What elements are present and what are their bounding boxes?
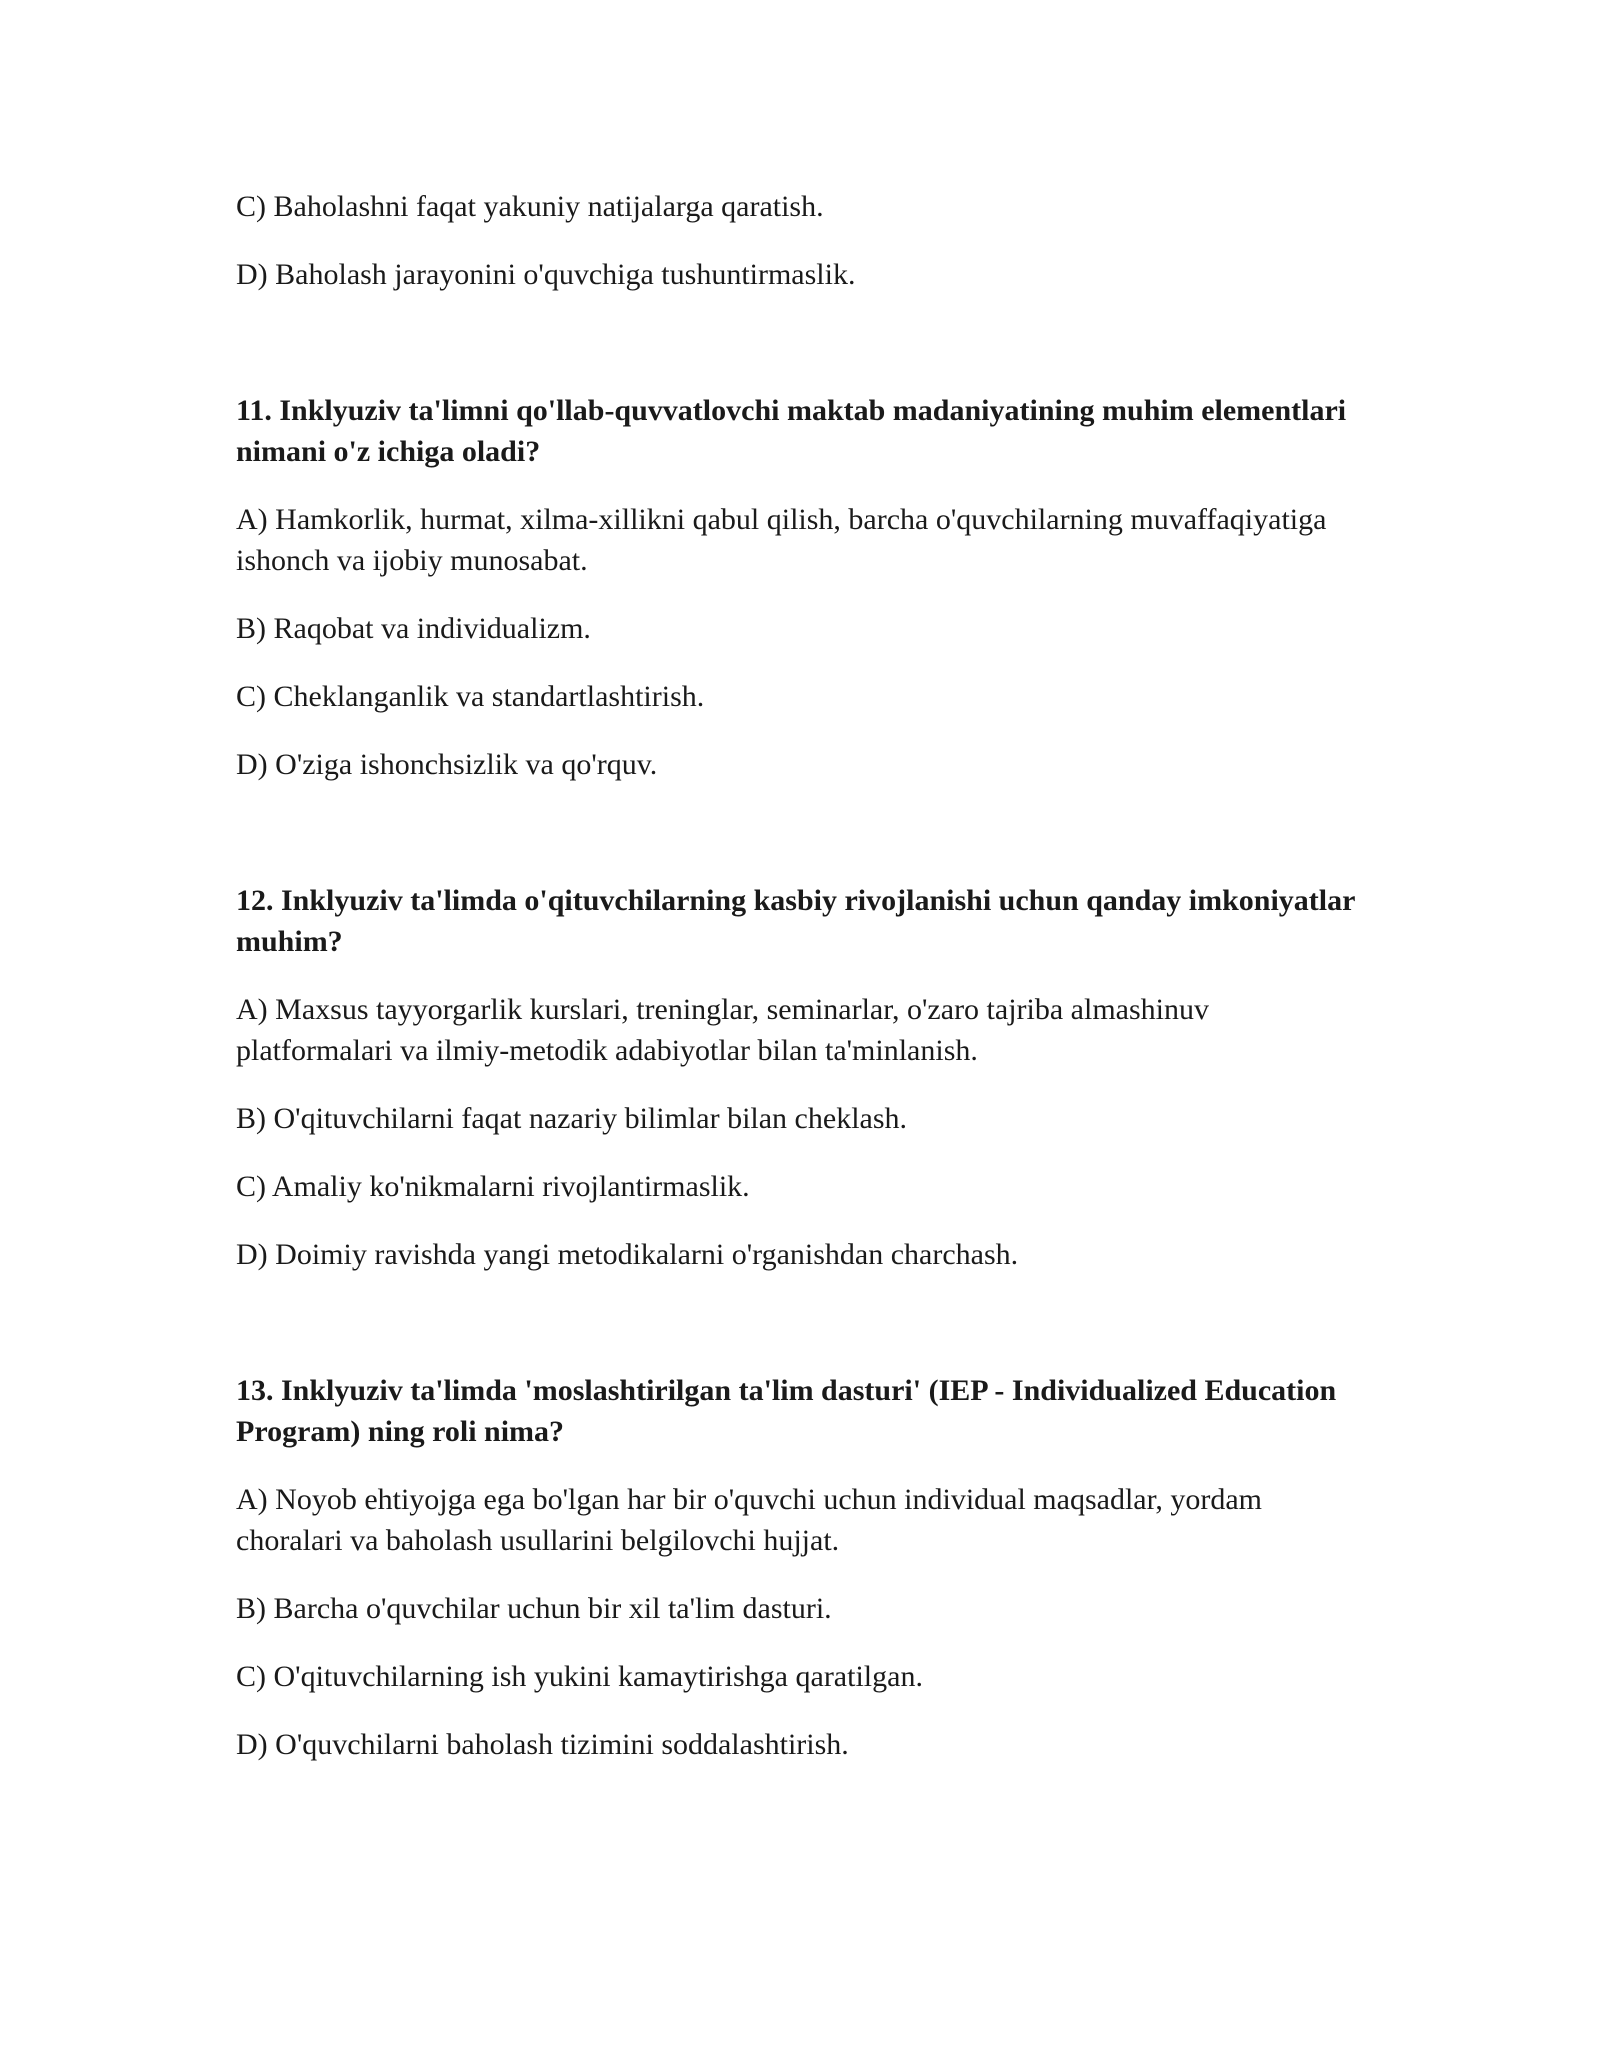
answer-option: A) Maxsus tayyorgarlik kurslari, treninglar, seminarlar, o'zaro tajriba almashinuv platformalari va ilmiy-metodik adabiyotlar bilan ta'minlanish. [236,993,1209,1067]
answer-option: D) O'ziga ishonchsizlik va qo'rquv. [236,748,658,781]
question-title: 13. Inklyuziv ta'limda 'moslashtirilgan ta'lim dasturi' (IEP - Individualized Education Program) ning roli nima? [236,1374,1337,1448]
answer-option: C) Baholashni faqat yakuniy natijalarga qaratish. [236,190,824,223]
answer-option: B) Barcha o'quvchilar uchun bir xil ta'lim dasturi. [236,1592,832,1625]
answer-option: D) O'quvchilarni baholash tizimini soddalashtirish. [236,1728,849,1761]
answer-option: B) O'qituvchilarni faqat nazariy bilimlar bilan cheklash. [236,1102,908,1135]
answer-option: D) Doimiy ravishda yangi metodikalarni o'rganishdan charchash. [236,1238,1019,1271]
question-title: 12. Inklyuziv ta'limda o'qituvchilarning kasbiy rivojlanishi uchun qanday imkoniyatlar muhim? [236,884,1355,958]
answer-option: C) Amaliy ko'nikmalarni rivojlantirmaslik. [236,1170,750,1203]
answer-option: A) Noyob ehtiyojga ega bo'lgan har bir o'quvchi uchun individual maqsadlar, yordam choralari va baholash usullarini belgilovchi hujjat. [236,1483,1263,1557]
answer-option: B) Raqobat va individualizm. [236,612,591,645]
answer-option: C) Cheklanganlik va standartlashtirish. [236,680,705,713]
document-page [236,186,1366,1765]
answer-option: D) Baholash jarayonini o'quvchiga tushuntirmaslik. [236,258,856,291]
answer-option: A) Hamkorlik, hurmat, xilma-xillikni qabul qilish, barcha o'quvchilarning muvaffaqiyatiga ishonch va ijobiy munosabat. [236,503,1327,577]
answer-option: C) O'qituvchilarning ish yukini kamaytirishga qaratilgan. [236,1660,923,1693]
question-title: 11. Inklyuziv ta'limni qo'llab-quvvatlovchi maktab madaniyatining muhim elementlari nimani o'z ichiga oladi? [236,394,1347,468]
